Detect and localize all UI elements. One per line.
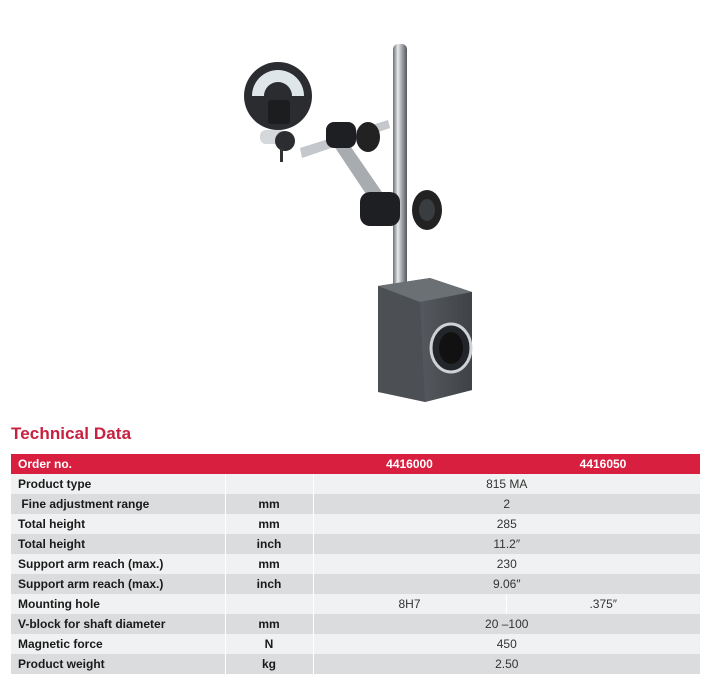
order-no-label: Order no.	[11, 454, 225, 474]
row-unit: mm	[225, 614, 313, 634]
row-unit: mm	[225, 494, 313, 514]
row-label: Product weight	[11, 654, 225, 674]
row-value: 2.50	[313, 654, 700, 674]
table-row	[11, 474, 700, 494]
row-value-col2: .375″	[506, 594, 700, 614]
row-value: 9.06″	[313, 574, 700, 594]
row-label: Fine adjustment range	[11, 494, 225, 514]
row-label: Support arm reach (max.)	[11, 574, 225, 594]
table-row	[11, 574, 700, 594]
row-value: 285	[313, 514, 700, 534]
table-row	[11, 494, 700, 514]
row-unit: N	[225, 634, 313, 654]
row-unit: kg	[225, 654, 313, 674]
row-label: V-block for shaft diameter	[11, 614, 225, 634]
row-label: Product type	[11, 474, 225, 494]
row-value: 11.2″	[313, 534, 700, 554]
table-row	[11, 614, 700, 634]
row-value-col1: 8H7	[313, 594, 506, 614]
row-unit: inch	[225, 534, 313, 554]
table-row	[11, 654, 700, 674]
row-unit	[225, 594, 313, 614]
table-row	[11, 594, 700, 614]
row-unit: mm	[225, 554, 313, 574]
table-row	[11, 634, 700, 654]
table-row	[11, 554, 700, 574]
technical-data-table	[11, 454, 700, 674]
row-label: Total height	[11, 514, 225, 534]
row-label: Mounting hole	[11, 594, 225, 614]
order-no-col2: 4416050	[506, 454, 700, 474]
order-no-col1: 4416000	[313, 454, 506, 474]
row-value: 230	[313, 554, 700, 574]
row-value: 815 MA	[313, 474, 700, 494]
row-unit: inch	[225, 574, 313, 594]
row-unit	[225, 474, 313, 494]
table-header-row	[11, 454, 700, 474]
row-value: 20 –100	[313, 614, 700, 634]
row-unit: mm	[225, 514, 313, 534]
table-row	[11, 514, 700, 534]
row-label: Total height	[11, 534, 225, 554]
section-title: Technical Data	[11, 424, 132, 443]
table-row	[11, 534, 700, 554]
product-image	[230, 30, 490, 410]
row-label: Magnetic force	[11, 634, 225, 654]
row-value: 2	[313, 494, 700, 514]
row-value: 450	[313, 634, 700, 654]
row-label: Support arm reach (max.)	[11, 554, 225, 574]
